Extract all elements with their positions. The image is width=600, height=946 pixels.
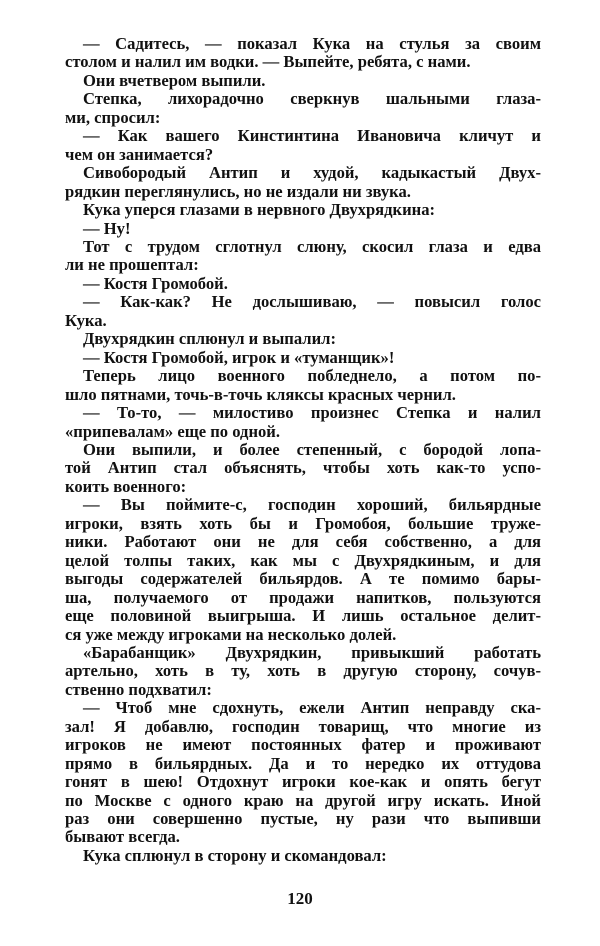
text-line: — Чтоб мне сдохнуть, ежели Антип неправду ска- xyxy=(83,698,541,718)
text-line: гонят в шею! Отдохнут игроки кое-как и опять бегут xyxy=(65,772,541,792)
page-number: 120 xyxy=(287,889,313,908)
text-line: чем он занимается? xyxy=(65,144,214,164)
text-line: бывают всегда. xyxy=(65,827,180,847)
text-line: ли не прошептал: xyxy=(65,255,199,275)
text-line: «припевалам» еще по одной. xyxy=(65,421,281,441)
text-line: целой толпы таких, как мы с Двухрядкиным, и для xyxy=(65,550,541,570)
text-line: шло пятнами, точь-в-точь кляксы красных чернил. xyxy=(65,384,456,404)
body-text xyxy=(65,35,541,865)
text-line: — Костя Громобой, игрок и «туманщик»! xyxy=(83,347,395,367)
text-line: Кука уперся глазами в нервного Двухрядкина: xyxy=(83,200,436,220)
text-line: той Антип стал объяснять, чтобы хоть как-то успо- xyxy=(65,458,541,478)
text-line: рядкин переглянулись, но не издали ни звука. xyxy=(65,181,411,201)
text-line: по Москве с одного краю на другой игру искать. Иной xyxy=(65,790,541,810)
text-line: Они выпили, и более степенный, с бородой лопа- xyxy=(83,439,541,459)
text-line: столом и налил им водки. — Выпейте, ребята, с нами. xyxy=(65,52,471,72)
text-line: ственно подхватил: xyxy=(65,679,212,699)
text-line: Теперь лицо военного побледнело, а потом по- xyxy=(83,366,541,386)
text-line: — Как-как? Не дослышиваю, — повысил голос xyxy=(83,292,541,312)
text-line: ники. Работают они не для себя собственно, а для xyxy=(65,532,541,552)
text-line: — То-то, — милостиво произнес Степка и налил xyxy=(83,403,541,423)
text-line: Кука сплюнул в сторону и скомандовал: xyxy=(83,845,387,865)
text-line: игроки, взять хоть бы и Громобоя, большие труже- xyxy=(65,513,541,533)
text-line: — Как вашего Кинстинтина Ивановича кличут и xyxy=(83,126,541,146)
text-line: — Вы поймите-с, господин хороший, бильярдные xyxy=(83,495,541,515)
text-line: зал! Я добавлю, господин товарищ, что многие из xyxy=(65,716,541,736)
text-line: Кука. xyxy=(65,310,107,330)
text-line: — Ну! xyxy=(83,218,131,238)
text-line: ся уже между игроками на несколько долей. xyxy=(65,624,397,644)
text-line: ша, получаемого от продажи напитков, пользуются xyxy=(65,587,541,607)
text-line: — Садитесь, — показал Кука на стулья за своим xyxy=(83,34,541,53)
text-line: Двухрядкин сплюнул и выпалил: xyxy=(83,329,336,349)
text-line: — Костя Громобой. xyxy=(83,273,228,293)
text-line: Тот с трудом сглотнул слюну, скосил глаза и едва xyxy=(83,236,541,256)
text-line: коить военного: xyxy=(65,476,187,496)
text-line: «Барабанщик» Двухрядкин, привыкший работать xyxy=(83,642,541,662)
text-line: выгоды содержателей бильярдов. А те помимо бары- xyxy=(65,569,541,589)
text-line: Степка, лихорадочно сверкнув шальными глаза- xyxy=(83,89,541,109)
text-line: раз они совершенно пустые, ну рази что выпивши xyxy=(65,809,541,829)
text-line: еще половиной выигрыша. И лишь остальное делит- xyxy=(65,606,541,626)
text-line: Они вчетвером выпили. xyxy=(83,70,266,90)
text-line: ми, спросил: xyxy=(65,107,161,127)
text-line: артельно, хоть в ту, хоть в другую сторону, сочув- xyxy=(65,661,541,681)
text-line: прямо в бильярдных. Да и то нередко их оттудова xyxy=(65,753,541,773)
text-line: Сивобородый Антип и худой, кадыкастый Двух- xyxy=(83,163,541,183)
text-line: игроков не имеют постоянных фатер и проживают xyxy=(65,735,541,755)
